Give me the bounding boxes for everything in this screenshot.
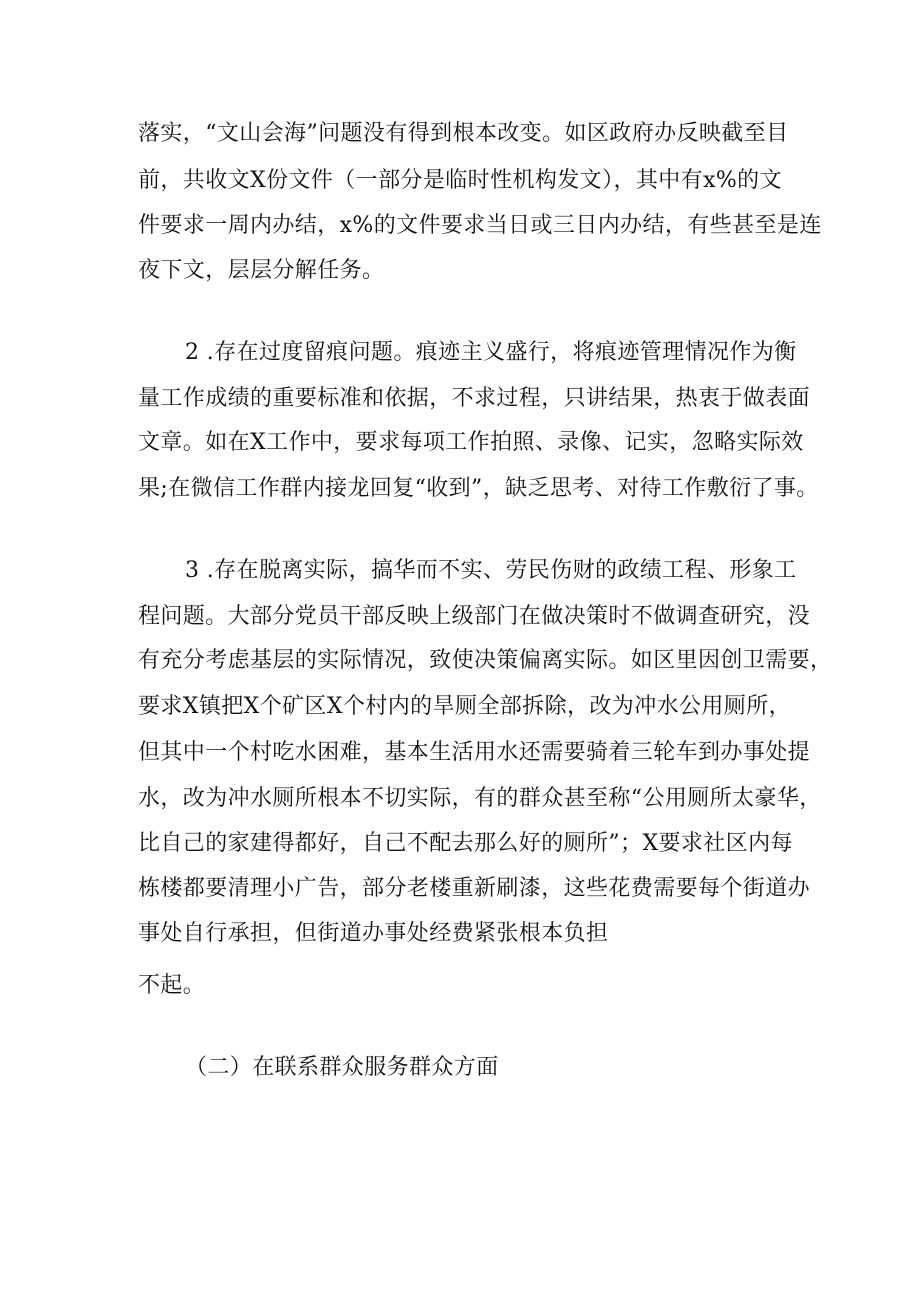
paragraph-3-line-4: 要求X镇把X个矿区X个村内的旱厕全部拆除，改为冲水公用厕所， bbox=[138, 694, 791, 719]
section-heading: （二）在联系群众服务群众方面 bbox=[185, 1055, 499, 1080]
paragraph-2-line-4: 果;在微信工作群内接龙回复“收到”，缺乏思考、对待工作敷衍了事。 bbox=[138, 476, 819, 501]
paragraph-3-line-2: 程问题。大部分党员干部反映上级部门在做决策时不做调查研究，没 bbox=[138, 604, 811, 629]
paragraph-2-line-3: 文章。如在X工作中，要求每项工作拍照、录像、记实，忽略实际效 bbox=[138, 430, 804, 455]
paragraph-1-line-3: 件要求一周内办结，x%的文件要求当日或三日内办结，有些甚至是连 bbox=[138, 213, 822, 238]
paragraph-3-tail: 不起。 bbox=[138, 973, 206, 998]
paragraph-3-line-6: 水，改为冲水厕所根本不切实际，有的群众甚至称“公用厕所太豪华， bbox=[138, 786, 822, 811]
paragraph-2-line-2: 量工作成绩的重要标准和依据，不求过程，只讲结果，热衷于做表面 bbox=[138, 386, 811, 411]
paragraph-3-line-7: 比自己的家建得都好，自己不配去那么好的厕所”；X要求社区内每 bbox=[138, 831, 793, 856]
paragraph-3-line-9: 事处自行承担，但街道办事处经费紧张根本负担 bbox=[138, 921, 609, 946]
paragraph-1-line-2: 前，共收文X份文件（一部分是临时性机构发文），其中有x%的文 bbox=[138, 168, 782, 193]
paragraph-3-line-3: 有充分考虑基层的实际情况，致使决策偏离实际。如区里因创卫需要， bbox=[138, 648, 833, 673]
paragraph-1-line-4: 夜下文，层层分解任务。 bbox=[138, 258, 385, 283]
paragraph-3-line-1: 3 .存在脱离实际，搞华而不实、劳民伤财的政绩工程、形象工 bbox=[185, 558, 797, 583]
paragraph-3-line-8: 栋楼都要清理小广告，部分老楼重新刷漆，这些花费需要每个街道办 bbox=[138, 876, 811, 901]
paragraph-2-line-1: 2 .存在过度留痕问题。痕迹主义盛行，将痕迹管理情况作为衡 bbox=[185, 340, 797, 365]
paragraph-3-line-5: 但其中一个村吃水困难，基本生活用水还需要骑着三轮车到办事处提 bbox=[138, 740, 811, 765]
paragraph-1-line-1: 落实，“文山会海”问题没有得到根本改变。如区政府办反映截至目 bbox=[138, 121, 789, 146]
